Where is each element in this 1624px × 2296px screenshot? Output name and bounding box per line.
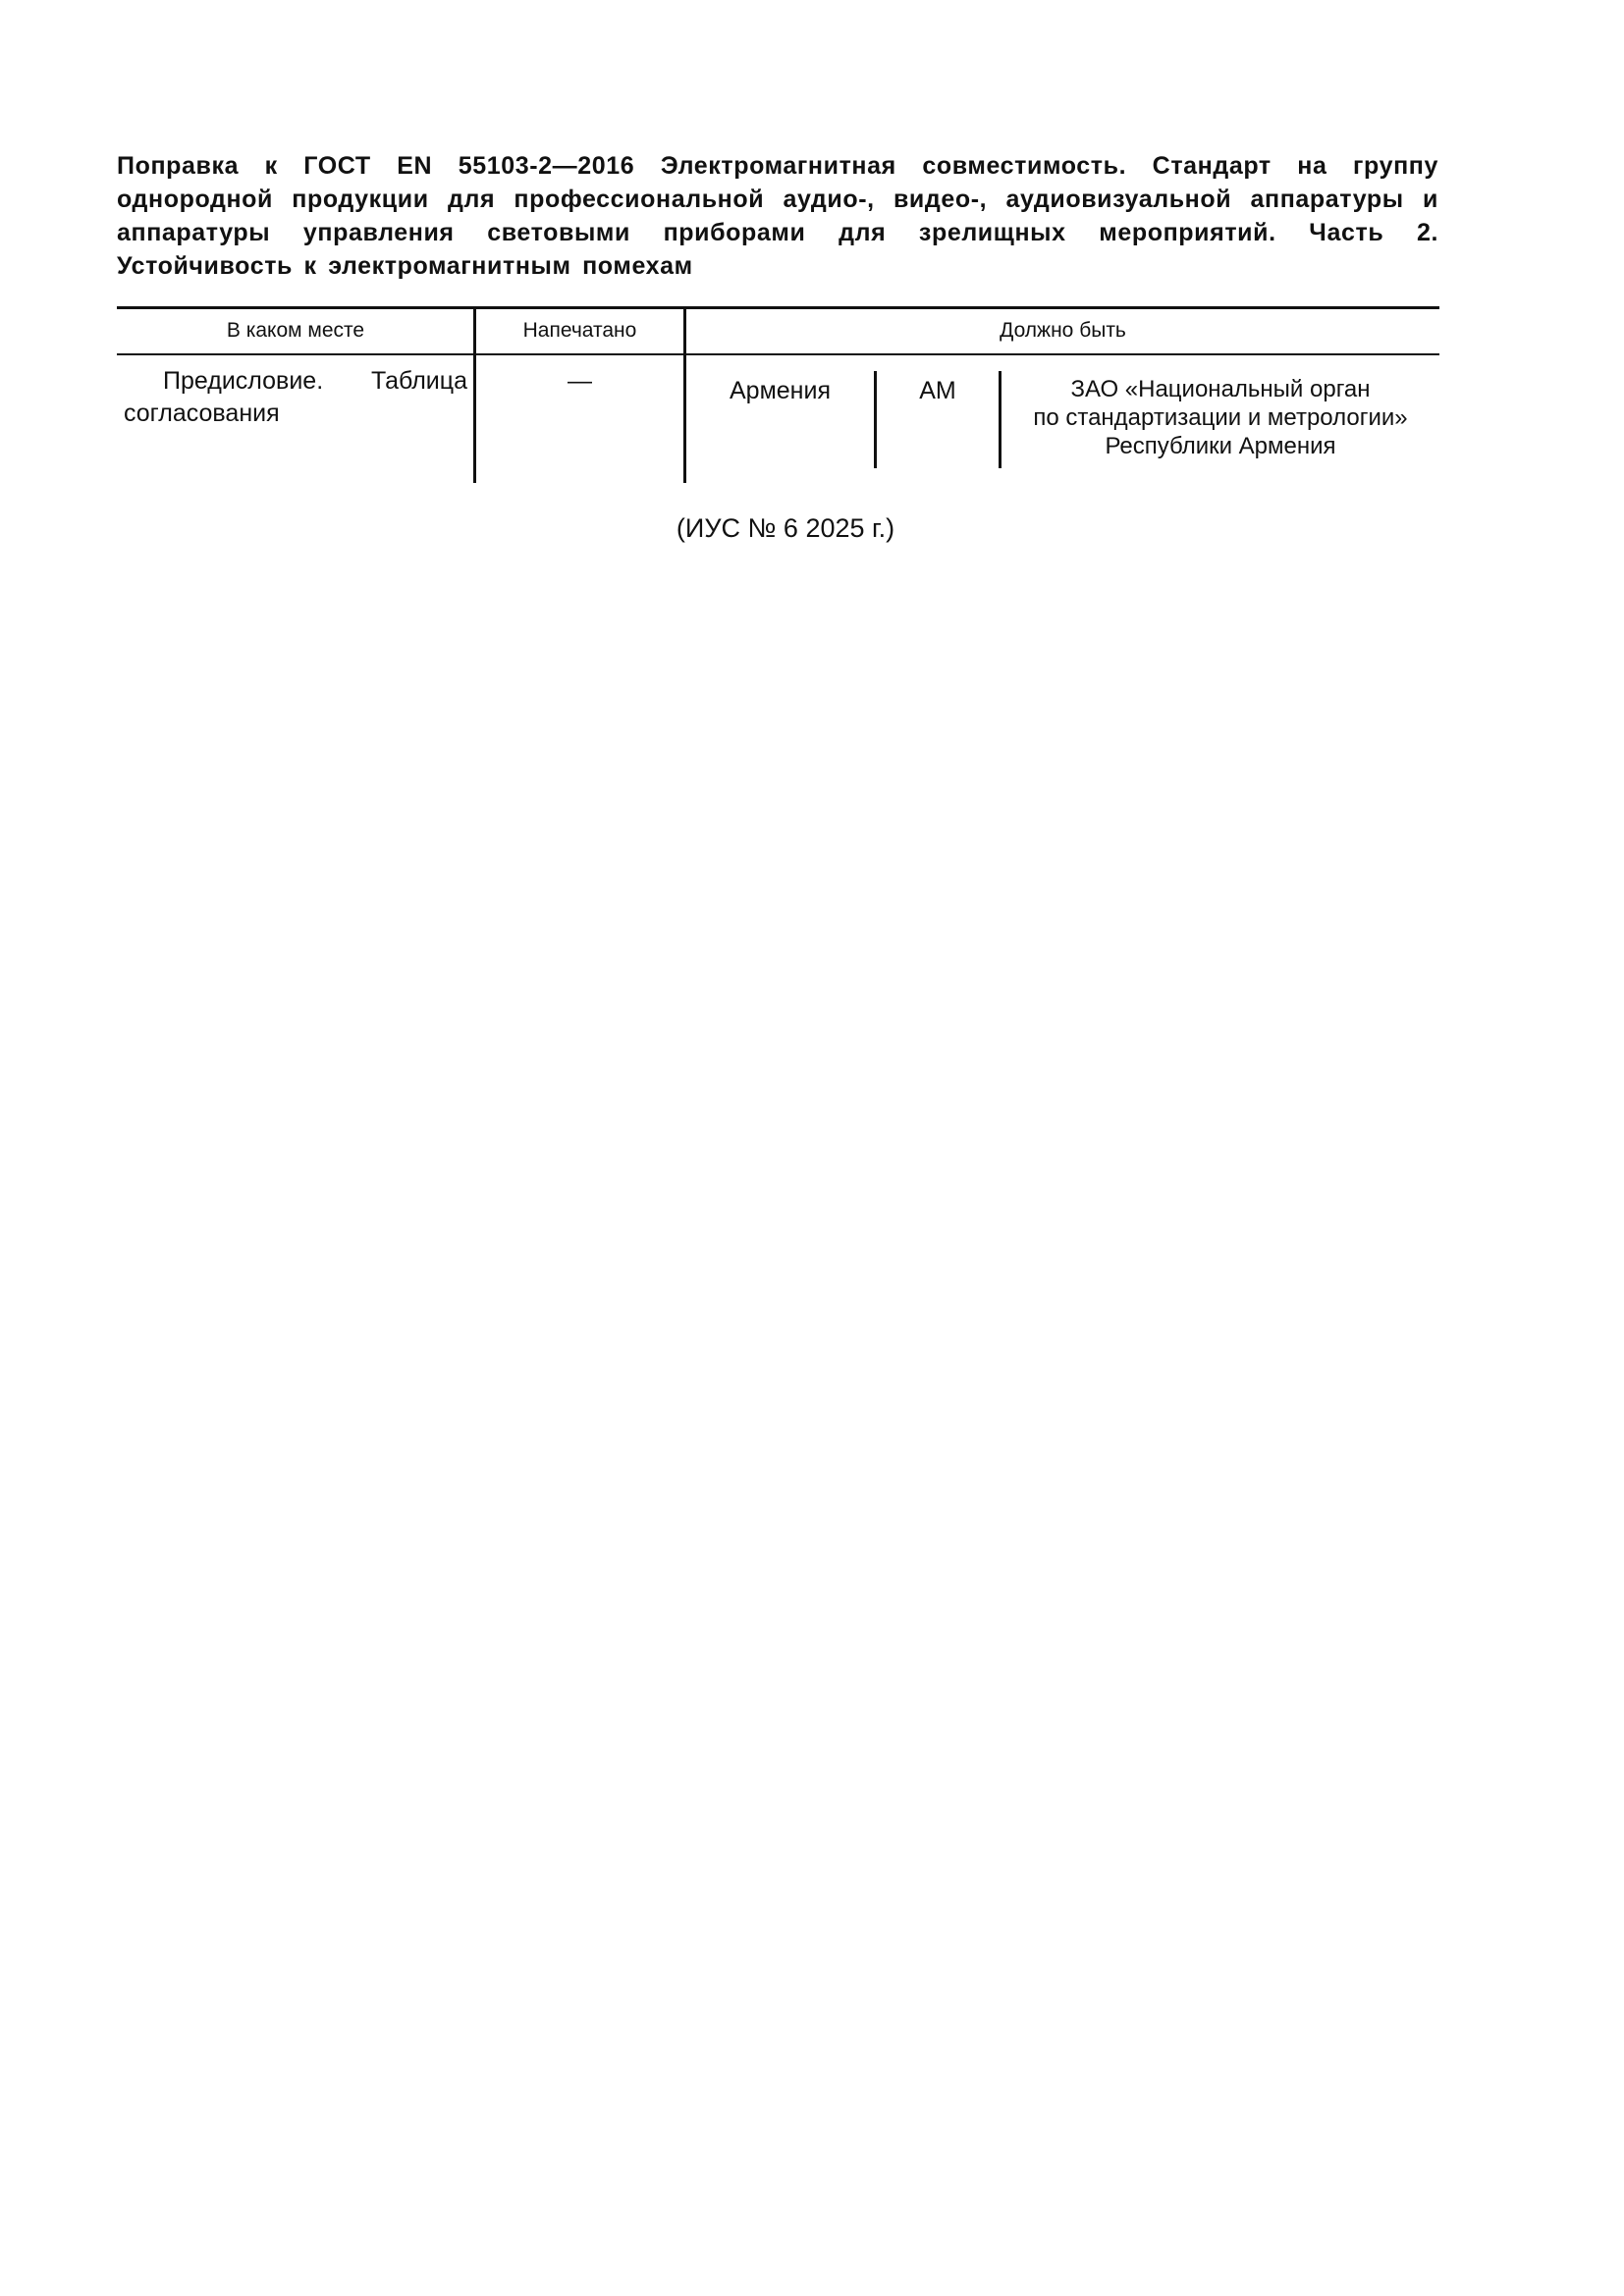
row-location: Предисловие. Таблица согласования (124, 367, 467, 427)
header-location: В каком месте (226, 319, 365, 342)
row-organization (1001, 375, 1439, 460)
organization-line-3: Республики Армения (1105, 433, 1336, 459)
footer-ius-reference: (ИУС № 6 2025 г.) (676, 513, 895, 543)
header-printed: Напечатано (522, 319, 637, 342)
row-printed: — (568, 367, 592, 395)
organization-line-2: по стандартизации и метрологии» (1033, 404, 1408, 431)
row-code: AM (919, 377, 956, 404)
row-country: Армения (730, 377, 831, 404)
organization-line-1: ЗАО «Национальный орган (1070, 376, 1371, 402)
document-title: Поправка к ГОСТ EN 55103-2—2016 Электромагнитная совместимость. Стандарт на группу однородной продукции для профессиональной аудио-, видео-, аудиовизуальной аппаратуры и аппаратуры управления световыми приборами для зрелищных мероприятий. Часть 2. Устойчивость к электромагнитным помехам (117, 152, 1438, 280)
header-should-be: Должно быть (1000, 319, 1126, 342)
